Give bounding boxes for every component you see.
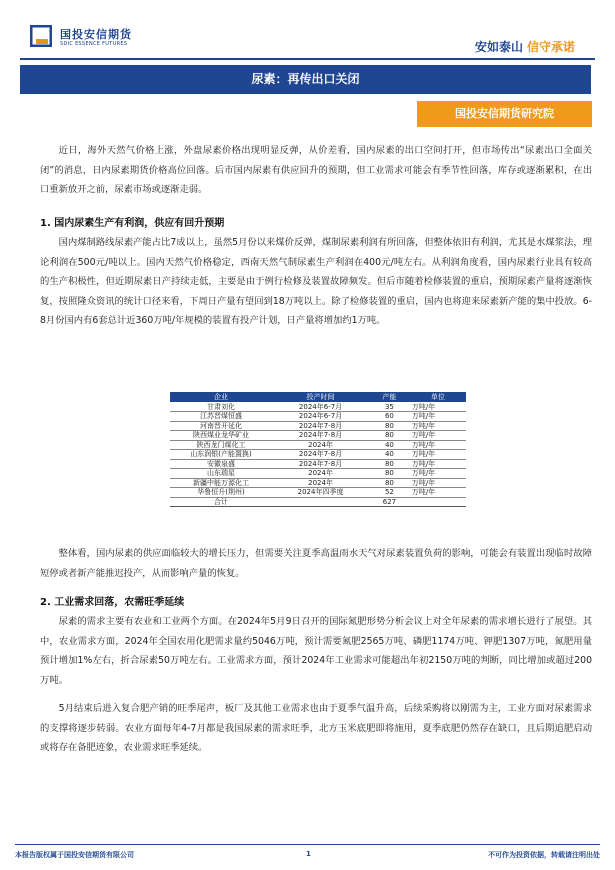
table-cell: 合计 [170, 497, 272, 507]
table-row [170, 421, 466, 431]
slogan-part-b: 信守承诺 [526, 40, 575, 54]
table-cell: 万吨/年 [410, 402, 466, 412]
table-row [170, 450, 466, 460]
page-number: 1 [306, 850, 311, 858]
summary-paragraph: 整体看，国内尿素的供应面临较大的增长压力，但需要关注夏季高温雨水天气对尿素装置负荷的影响，可能会有装置出现临时故障短停或者新产能推迟投产，从而影响产量的恢复。 [40, 548, 592, 579]
table-cell: 江苏晋煤恒盛 [170, 412, 272, 422]
logo-english-name: SDIC ESSENCE FUTURES [60, 41, 128, 47]
table-row [170, 440, 466, 450]
table-cell: 2024年7-8月 [272, 421, 369, 431]
table-row [170, 431, 466, 441]
table-cell: 2024年6-7月 [272, 412, 369, 422]
table-cell: 2024年 [272, 478, 369, 488]
table-cell: 万吨/年 [410, 459, 466, 469]
logo-mark-icon [30, 25, 52, 47]
table-cell: 2024年 [272, 469, 369, 479]
table-cell: 陕西龙门煤化工 [170, 440, 272, 450]
company-logo [30, 25, 150, 55]
table-cell: 新疆中能万源化工 [170, 478, 272, 488]
table-cell: 万吨/年 [410, 421, 466, 431]
table-cell: 万吨/年 [410, 469, 466, 479]
table-header-cell: 企业 [170, 392, 272, 402]
slogan [475, 38, 575, 55]
footer-disclaimer: 不可作为投资依据，转载请注明出处 [488, 851, 600, 859]
table-cell: 2024年7-8月 [272, 459, 369, 469]
slogan-part-a: 安如泰山 [474, 40, 523, 54]
table-cell: 河南晋开延化 [170, 421, 272, 431]
header-divider [20, 58, 595, 60]
table-cell: 80 [369, 431, 410, 441]
section2-paragraph-1: 尿素的需求主要有农业和工业两个方面。在2024年5月9日召开的国际氮肥形势分析会议上对全年尿素的需求增长进行了展望。其中，农业需求方面，2024年全国农用化肥需求量约5046万吨，预计需要氮肥2565万吨、磷肥1174万吨、钾肥1307万吨，氮肥用量预计增加1%左右，折合尿素50万吨左右。工业需求方面，预计2024年工业需求可能超出年初2150万吨的判断，同比增加或超过200万吨。 [40, 616, 592, 686]
logo-chinese-name: 国投安信期货 [60, 28, 132, 41]
table-cell: 2024年四季度 [272, 488, 369, 498]
table-header-cell: 单位 [410, 392, 466, 402]
section1-paragraph: 国内煤制路线尿素产能占比7成以上，虽然5月份以来煤价反弹，煤制尿素利润有所回落，但整体依旧有利润，尤其是水煤浆法，理论利润在500元/吨以上。国内天然气价格稳定，西南天然气制尿素生产利润在400元/吨左右。从利润角度看，国内尿素行业具有较高的生产积极性，但近期尿素日产持续走低，主要是由于例行检修及装置故障频发。但后市随着检修装置的重启，预期尿素产量将逐渐恢复，按照隆众资讯的统计口径来看，下周日产量有望回到18万吨以上。除了检修装置的重启，国内也将迎来尿素新产能的集中投放。6-8月份国内有6套总计近360万吨/年规模的装置有投产计划，日产量将增加约1万吨。 [40, 237, 592, 326]
table-cell: 2024年7-8月 [272, 431, 369, 441]
institute-badge: 国投安信期货研究院 [417, 101, 592, 127]
table-row [170, 402, 466, 412]
intro-paragraph: 近日，海外天然气价格上涨，外盘尿素价格出现明显反弹，从价差看，国内尿素的出口空间打开，但市场传出“尿素出口全面关闭”的消息，日内尿素期货价格高位回落。后市国内尿素有供应回升的预期，但工业需求可能会有季节性回落，库存或逐渐累积，在出口重新放开之前，尿素市场或逐渐走弱。 [40, 145, 592, 195]
section2-heading: 2. 工业需求回落，农需旺季延续 [40, 597, 185, 608]
table-cell: 万吨/年 [410, 440, 466, 450]
table-cell: 万吨/年 [410, 431, 466, 441]
table-cell: 40 [369, 450, 410, 460]
table-cell: 80 [369, 421, 410, 431]
table-cell: 40 [369, 440, 410, 450]
table-cell: 陕西煤业龙华矿业 [170, 431, 272, 441]
table-cell [272, 497, 369, 507]
table-cell: 60 [369, 412, 410, 422]
table-cell: 80 [369, 478, 410, 488]
table-cell: 山东润银(产能置换) [170, 450, 272, 460]
table-cell: 2024年6-7月 [272, 402, 369, 412]
footer-divider [15, 844, 600, 845]
table-header-cell: 投产时间 [272, 392, 369, 402]
table-cell: 80 [369, 459, 410, 469]
table-cell: 35 [369, 402, 410, 412]
table-row [170, 469, 466, 479]
table-cell: 627 [369, 497, 410, 507]
capacity-table [170, 392, 466, 507]
table-cell: 万吨/年 [410, 412, 466, 422]
table-cell [410, 497, 466, 507]
table-total-row [170, 497, 466, 507]
table-header-row [170, 392, 466, 402]
table-cell: 甘肃刘化 [170, 402, 272, 412]
table-cell: 万吨/年 [410, 488, 466, 498]
table-cell: 52 [369, 488, 410, 498]
footer-copyright: 本报告版权属于国投安信期货有限公司 [15, 851, 134, 859]
table-cell: 2024年7-8月 [272, 450, 369, 460]
table-row [170, 478, 466, 488]
section2-paragraph-2: 5月结束后进入复合肥产销的旺季尾声，板厂及其他工业需求也由于夏季气温升高，后续采购将以刚需为主，工业方面对尿素需求的支撑将逐步转弱。农业方面每年4-7月都是我国尿素的需求旺季，北方玉米底肥即将施用，夏季底肥仍然存在缺口，且后期追肥启动或将存在备肥迹象，农业需求旺季延续。 [40, 703, 592, 753]
table-cell: 万吨/年 [410, 478, 466, 488]
table-row [170, 412, 466, 422]
table-row [170, 488, 466, 498]
table-cell: 华鲁恒升(荆州) [170, 488, 272, 498]
table-cell: 安徽泉盛 [170, 459, 272, 469]
section1-heading: 1. 国内尿素生产有利润，供应有回升预期 [40, 218, 225, 229]
table-row [170, 459, 466, 469]
table-cell: 山东瑞星 [170, 469, 272, 479]
page-header [0, 0, 615, 62]
report-title: 尿素：再传出口关闭 [20, 65, 591, 94]
table-cell: 80 [369, 469, 410, 479]
table-cell: 2024年 [272, 440, 369, 450]
table-cell: 万吨/年 [410, 450, 466, 460]
table-header-cell: 产能 [369, 392, 410, 402]
